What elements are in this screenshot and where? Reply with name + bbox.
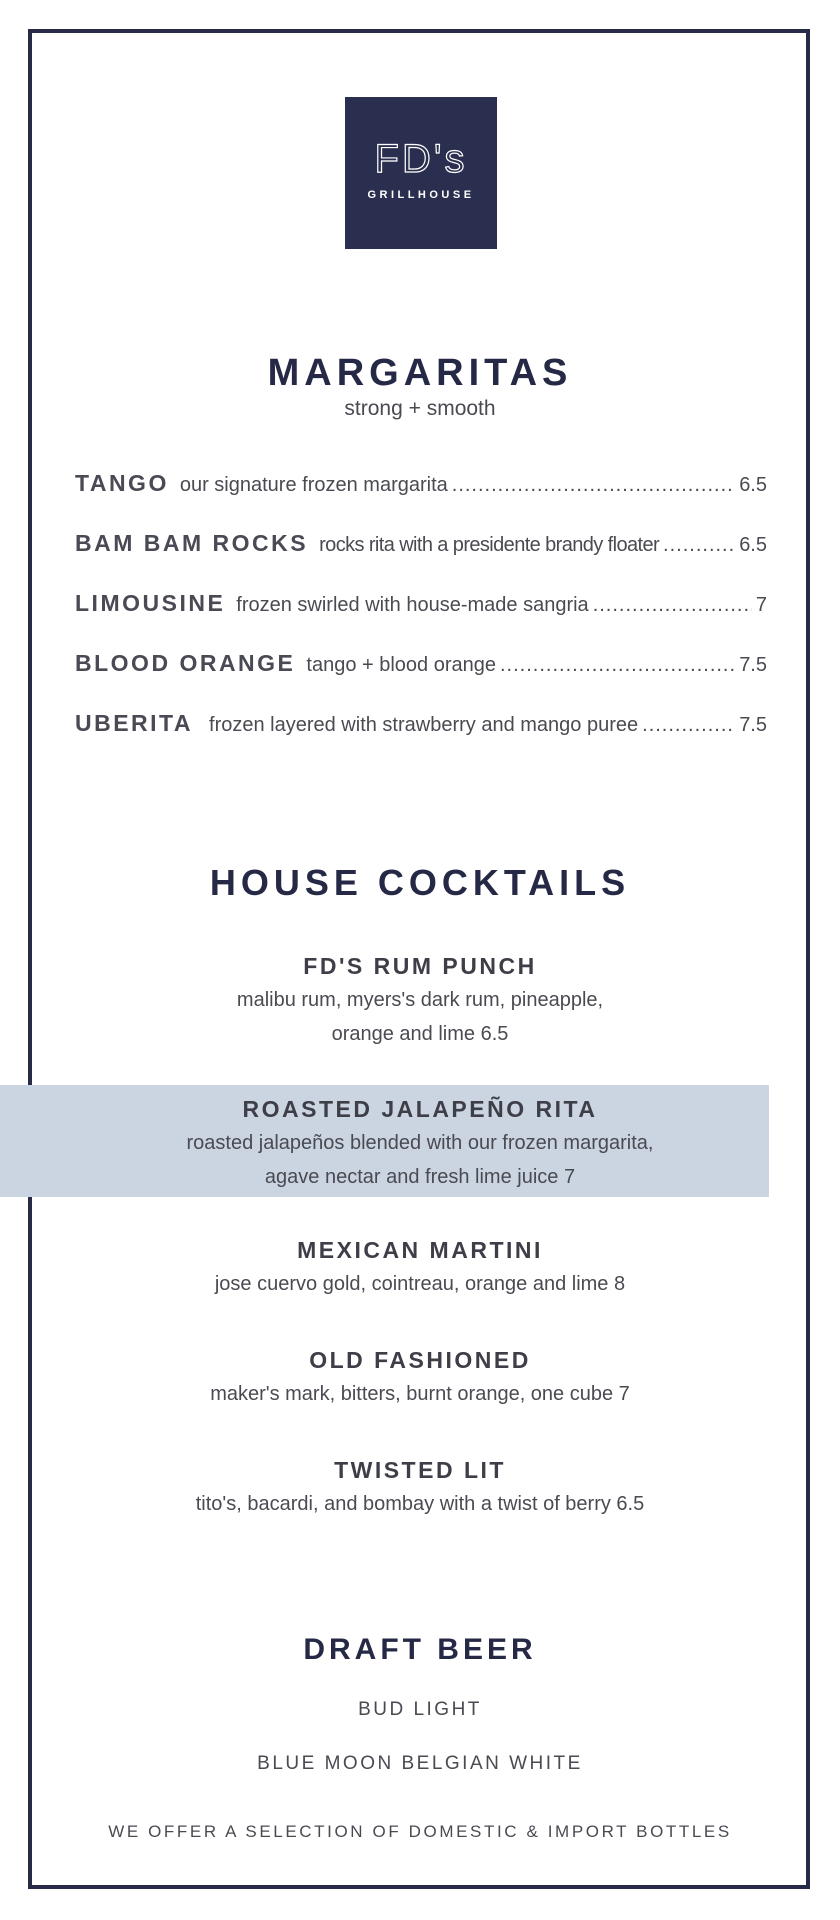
menu-item-tango	[75, 470, 767, 504]
item-name: BAM BAM ROCKS	[75, 530, 309, 556]
dot-leader	[642, 714, 735, 737]
item-description: frozen swirled with house-made sangria	[236, 594, 589, 616]
item-description: roasted jalapeños blended with our frozen margarita,	[186, 1132, 654, 1154]
margaritas-title: MARGARITAS	[267, 352, 573, 394]
item-name: UBERITA	[75, 710, 194, 736]
item-name: MEXICAN MARTINI	[297, 1237, 543, 1263]
item-name: LIMOUSINE	[75, 590, 226, 616]
bottles-note: WE OFFER A SELECTION OF DOMESTIC & IMPORT BOTTLES	[108, 1822, 732, 1841]
cocktails-title: HOUSE COCKTAILS	[209, 862, 631, 903]
dot-leader	[452, 474, 735, 497]
item-description: rocks rita with a presidente brandy floater	[319, 534, 660, 556]
item-name: OLD FASHIONED	[309, 1347, 531, 1373]
cocktail-rum-punch	[0, 949, 840, 1051]
logo	[345, 97, 497, 249]
logo-subtitle: GRILLHOUSE	[367, 189, 475, 201]
dot-leader	[663, 534, 735, 557]
item-description: tango + blood orange	[306, 654, 496, 676]
dot-leader	[593, 594, 752, 617]
menu-item-limousine	[75, 590, 767, 624]
cocktail-twisted-lit	[0, 1453, 840, 1521]
menu-item-bam-bam-rocks	[75, 530, 767, 564]
beer-title: DRAFT BEER	[303, 1633, 537, 1666]
item-name: BLOOD ORANGE	[75, 650, 296, 676]
beer-item-blue-moon: BLUE MOON BELGIAN WHITE	[257, 1753, 583, 1774]
item-description: malibu rum, myers's dark rum, pineapple,	[236, 989, 604, 1011]
item-description: our signature frozen margarita	[179, 474, 448, 496]
dot-leader	[500, 654, 735, 677]
cocktail-mexican-martini	[0, 1233, 840, 1301]
item-name: FD'S RUM PUNCH	[303, 953, 537, 979]
item-description: jose cuervo gold, cointreau, orange and lime 8	[214, 1273, 626, 1295]
item-price: 6.5	[739, 534, 767, 556]
item-name: ROASTED JALAPEÑO RITA	[242, 1096, 598, 1122]
logo-wordmark: FD's	[374, 137, 468, 181]
cocktail-roasted-jalapeno-rita	[0, 1092, 840, 1194]
item-description-line2: orange and lime 6.5	[331, 1023, 509, 1045]
item-price: 6.5	[739, 474, 767, 496]
menu-item-blood-orange	[75, 650, 767, 684]
item-name: TWISTED LIT	[334, 1457, 506, 1483]
cocktail-old-fashioned	[0, 1343, 840, 1411]
item-description: frozen layered with strawberry and mango puree	[209, 714, 639, 736]
item-price: 7	[755, 594, 767, 616]
item-description: maker's mark, bitters, burnt orange, one cube 7	[210, 1383, 630, 1405]
item-description: tito's, bacardi, and bombay with a twist of berry 6.5	[195, 1493, 645, 1515]
item-name: TANGO	[75, 470, 169, 496]
beer-item-bud-light: BUD LIGHT	[358, 1699, 482, 1720]
margaritas-subtitle: strong + smooth	[344, 397, 496, 420]
item-price: 7.5	[739, 714, 767, 736]
menu-item-uberita	[75, 710, 767, 744]
item-price: 7.5	[739, 654, 767, 676]
item-description-line2: agave nectar and fresh lime juice 7	[264, 1166, 576, 1188]
